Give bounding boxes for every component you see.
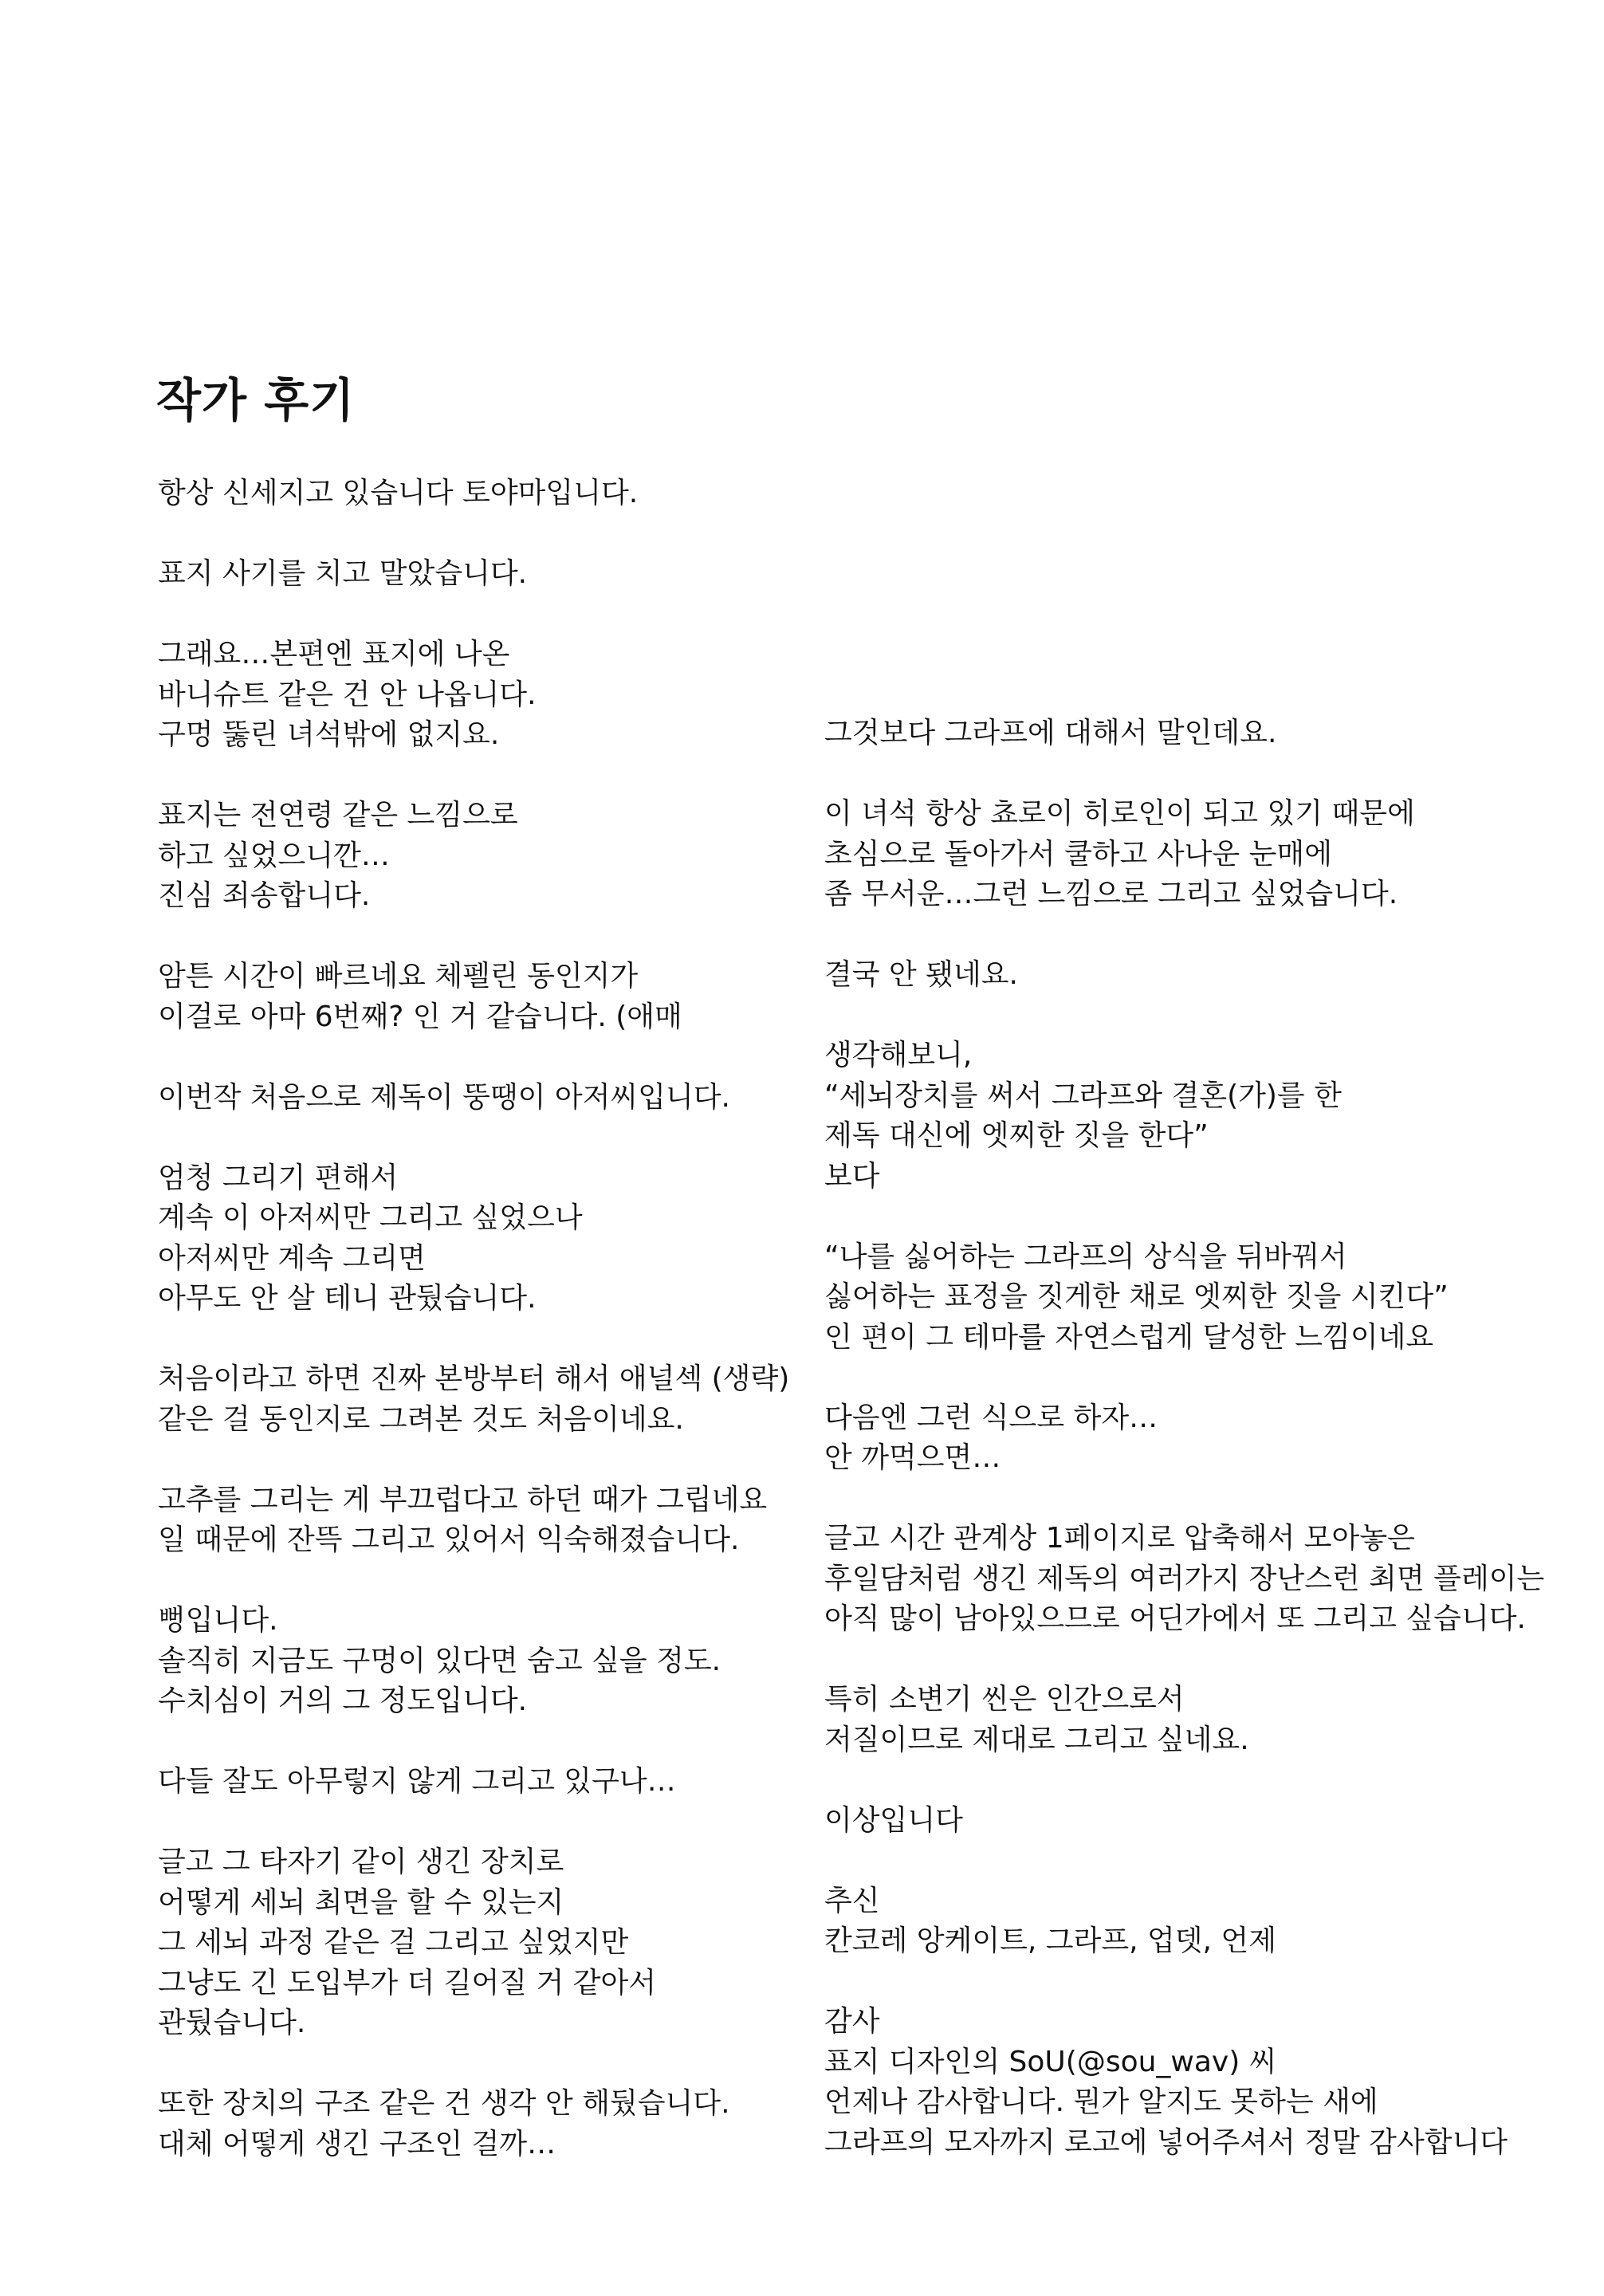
text-line: 그라프의 모자까지 로고에 넣어주셔서 정말 감사합니다 — [824, 2125, 1508, 2159]
text-line: 글고 시간 관계상 1페이지로 압축해서 모아놓은 — [824, 1522, 1415, 1555]
text-line: 그냥도 긴 도입부가 더 길어질 거 같아서 — [158, 1966, 657, 1999]
text-line: 이 녀석 항상 쵸로이 히로인이 되고 있기 때문에 — [824, 797, 1415, 830]
text-line: 관뒀습니다. — [158, 2007, 306, 2039]
text-line: 그래요…본편엔 표지에 나온 — [158, 638, 510, 670]
text-line: 또한 장치의 구조 같은 건 생각 안 해뒀습니다. — [158, 2087, 730, 2120]
paragraph — [158, 1158, 812, 1319]
text-line: 표지 사기를 치고 말았습니다. — [158, 557, 528, 590]
paragraph — [824, 2002, 1542, 2163]
text-line: 저질이므로 제대로 그리고 싶네요. — [824, 1723, 1249, 1756]
paragraph — [158, 554, 812, 595]
text-line: 아직 많이 남아있으므로 어딘가에서 또 그리고 싶습니다. — [824, 1602, 1526, 1635]
paragraph — [158, 474, 812, 514]
text-line: 글고 그 타자기 같이 생긴 장치로 — [158, 1846, 564, 1878]
text-line: “나를 싫어하는 그라프의 상식을 뒤바꿔서 — [824, 1240, 1347, 1273]
text-line: 언제나 감사합니다. 뭔가 알지도 못하는 새에 — [824, 2086, 1378, 2118]
text-line: 특히 소변기 씬은 인간으로서 — [824, 1683, 1185, 1716]
text-line: 하고 싶었으니깐… — [158, 839, 390, 872]
text-line: 어떻게 세뇌 최면을 할 수 있는지 — [158, 1885, 564, 1919]
paragraph — [824, 714, 1542, 754]
text-line: 아저씨만 계속 그리면 — [158, 1241, 426, 1275]
paragraph — [824, 794, 1542, 915]
text-line: 이걸로 아마 6번째? 인 거 같습니다. (애매 — [158, 1000, 682, 1033]
text-line: 결국 안 됐네요. — [824, 958, 1018, 991]
text-line: 그 세뇌 과정 같은 걸 그리고 싶었지만 — [158, 1926, 629, 1959]
text-line: 엄청 그리기 편해서 — [158, 1161, 399, 1194]
text-line: 그것보다 그라프에 대해서 말인데요. — [824, 717, 1277, 749]
paragraph — [158, 957, 812, 1037]
paragraph — [158, 1842, 812, 2044]
text-line: “세뇌장치를 써서 그라프와 결혼(가)를 한 — [824, 1079, 1342, 1112]
paragraph — [824, 1881, 1542, 1962]
paragraph — [158, 1078, 812, 1119]
text-line: 이상입니다 — [824, 1803, 963, 1837]
text-line: 칸코레 앙케이트, 그라프, 업뎃, 언제 — [824, 1924, 1276, 1957]
page-title: 작가 후기 — [156, 373, 356, 427]
text-line: 아무도 안 살 테니 관뒀습니다. — [158, 1282, 537, 1315]
text-line: 구멍 뚫린 녀석밖에 없지요. — [158, 718, 500, 751]
paragraph — [824, 1680, 1542, 1760]
left-column — [158, 474, 812, 2205]
text-line: 처음이라고 하면 진짜 본방부터 해서 애널섹 (생략) — [158, 1362, 790, 1395]
text-line: 표지는 전연령 같은 느낌으로 — [158, 799, 518, 832]
paragraph — [158, 635, 812, 756]
text-line: 감사 — [824, 2005, 880, 2038]
paragraph — [158, 1480, 812, 1561]
paragraph — [158, 2084, 812, 2164]
text-line: 이번작 처음으로 제독이 뚱땡이 아저씨입니다. — [158, 1080, 730, 1114]
text-line: 바니슈트 같은 건 안 나옵니다. — [158, 678, 537, 711]
paragraph — [824, 1398, 1542, 1479]
text-line: 계속 이 아저씨만 그리고 싶었으나 — [158, 1201, 583, 1234]
text-line: 일 때문에 잔뜩 그리고 있어서 익숙해졌습니다. — [158, 1523, 740, 1556]
paragraph — [824, 1237, 1542, 1358]
text-line: 표지 디자인의 SoU(@sou_wav) 씨 — [824, 2045, 1277, 2078]
paragraph — [824, 1801, 1542, 1842]
text-line: 암튼 시간이 빠르네요 체펠린 동인지가 — [158, 960, 639, 993]
text-line: 대체 어떻게 생긴 구조인 걸까… — [158, 2127, 556, 2160]
text-line: 추신 — [824, 1884, 880, 1917]
paragraph — [158, 1601, 812, 1722]
paragraph — [158, 1359, 812, 1440]
text-line: 초심으로 돌아가서 쿨하고 사나운 눈매에 — [824, 837, 1332, 871]
text-line: 싫어하는 표정을 짓게한 채로 엣찌한 짓을 시킨다” — [824, 1280, 1449, 1313]
right-column — [824, 714, 1545, 2204]
text-line: 같은 걸 동인지로 그려본 것도 처음이네요. — [158, 1402, 684, 1436]
text-line: 고추를 그리는 게 부끄럽다고 하던 때가 그립네요 — [158, 1483, 768, 1516]
text-line: 항상 신세지고 있습니다 토야마입니다. — [158, 477, 639, 509]
text-line: 솔직히 지금도 구멍이 있다면 숨고 싶을 정도. — [158, 1644, 721, 1677]
paragraph — [824, 1036, 1542, 1197]
text-line: 수치심이 거의 그 정도입니다. — [158, 1685, 528, 1717]
text-line: 좀 무서운…그런 느낌으로 그리고 싶었습니다. — [824, 878, 1398, 910]
paragraph — [824, 955, 1542, 996]
paragraph — [158, 1762, 812, 1803]
paragraph — [824, 1519, 1545, 1640]
text-line: 제독 대신에 엣찌한 짓을 한다” — [824, 1119, 1209, 1152]
text-line: 후일담처럼 생긴 제독의 여러가지 장난스런 최면 플레이는 — [824, 1562, 1545, 1595]
text-line: 진심 죄송합니다. — [158, 879, 371, 912]
text-line: 다음엔 그런 식으로 하자… — [824, 1401, 1158, 1434]
text-line: 다들 잘도 아무렇지 않게 그리고 있구나… — [158, 1765, 676, 1798]
text-line: 생각해보니, — [824, 1039, 973, 1071]
text-line: 인 편이 그 테마를 자연스럽게 달성한 느낌이네요 — [824, 1320, 1434, 1354]
text-line: 보다 — [824, 1159, 880, 1193]
paragraph — [158, 796, 812, 917]
text-line: 뻥입니다. — [158, 1604, 278, 1637]
text-line: 안 까먹으면… — [824, 1441, 1001, 1474]
